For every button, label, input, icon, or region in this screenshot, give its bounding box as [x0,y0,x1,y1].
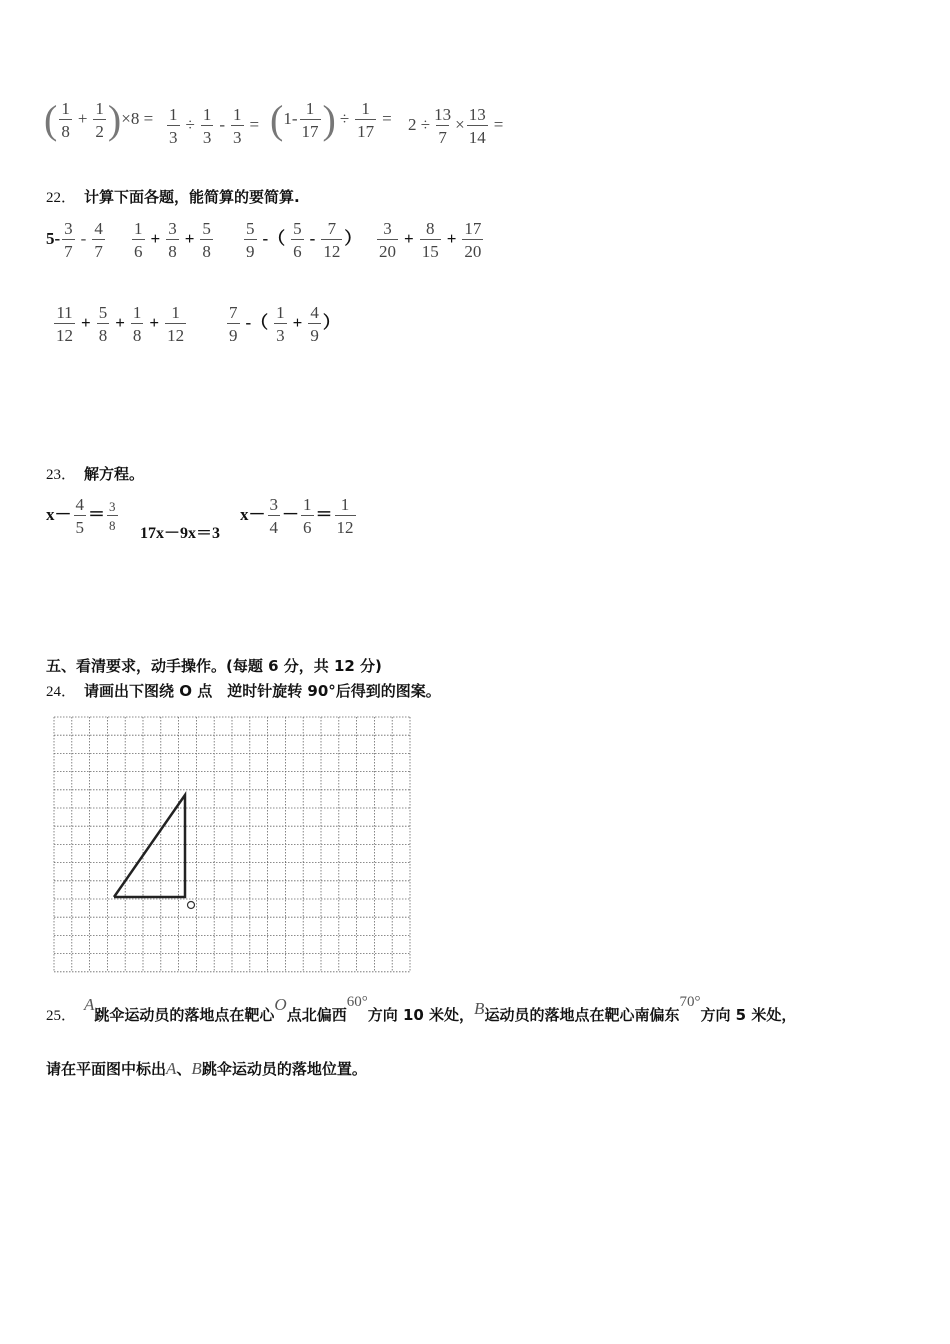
denominator: 12 [54,323,75,344]
label-a: A [84,995,95,1014]
numerator: 1 [340,495,350,514]
expr-row1-2 [165,106,263,146]
operator: + [446,228,457,248]
close-paren: ） [322,312,340,332]
denominator: 6 [301,515,314,536]
fraction [321,220,342,260]
denominator: 8 [166,239,179,260]
operator: + [149,312,160,332]
operator: = [249,114,260,134]
numerator: 3 [168,219,177,238]
denominator: 4 [268,515,281,536]
fraction [467,106,488,146]
fraction [227,304,240,344]
denominator: 3 [274,323,287,344]
denominator: 17 [300,119,321,140]
operator: ＝ [315,504,333,524]
fraction [301,496,314,536]
fraction [92,220,105,260]
denominator: 7 [92,239,105,260]
q23-equation-1 [46,496,120,536]
grid-lines [54,717,410,972]
fraction [355,100,376,140]
operator: -（ [245,312,269,332]
question-title: 解方程。 [84,465,145,483]
denominator: 5 [74,515,87,536]
numerator: 13 [468,105,486,124]
operator: - [219,114,226,134]
q22-expr-f [225,304,340,344]
denominator: 12 [165,323,186,344]
denominator: 20 [462,239,483,260]
q23-equation-2: 17x－9x＝3 [140,525,221,542]
denominator: 14 [467,125,488,146]
label-b: B [474,999,485,1018]
label-o: O [274,995,287,1014]
expr-head: 1- [283,108,298,128]
question-number: 25． [46,1008,77,1024]
triangle-shape [114,795,185,897]
question-title: 请画出下图绕 O 点 逆时针旋转 90°后得到的图案。 [84,682,441,700]
operator: + [115,312,125,332]
numerator: 13 [434,105,452,124]
numerator: 1 [276,303,285,322]
denominator: 7 [62,239,75,260]
operator: + [292,312,303,332]
fraction [377,220,398,260]
operator: - [309,228,316,248]
expr-row1-1 [44,97,154,142]
denominator: 3 [167,125,180,146]
question-number: 22． [46,190,77,206]
expr-tail: ×8 = [121,108,154,128]
fraction [244,220,257,260]
close-paren: ） [344,228,362,248]
fraction [97,304,110,344]
fraction [167,106,180,146]
denominator: 6 [132,239,145,260]
numerator: 1 [61,99,70,118]
numerator: 1 [134,219,143,238]
fraction [335,496,356,536]
expr-lead: x－ [240,504,266,524]
numerator: 3 [383,219,392,238]
numerator: 4 [94,219,103,238]
numerator: 3 [109,499,116,514]
expr-lead: 5- [46,228,61,248]
q22-expr-e [52,304,188,344]
denominator: 15 [420,239,441,260]
question-number: 23． [46,467,77,483]
fraction [291,220,304,260]
operator: + [184,228,195,248]
denominator: 12 [335,515,356,536]
numerator: 5 [202,219,211,238]
numerator: 5 [98,303,108,322]
operator: ÷ [339,108,350,128]
question-text: 方向 5 米处， [700,1006,797,1024]
question-title: 计算下面各题，能简算的要简算. [84,188,300,206]
operator: - [80,228,87,248]
numerator: 1 [233,105,242,124]
fraction [201,106,214,146]
right-paren: ) [107,97,122,142]
separator: 、 [176,1060,192,1078]
fraction [462,220,483,260]
rotation-grid-figure [52,715,416,975]
question-22-heading [46,186,300,207]
numerator: 5 [246,219,255,238]
denominator: 17 [355,119,376,140]
q22-expr-a [46,220,107,260]
operator: + [81,312,91,332]
numerator: 1 [132,303,142,322]
fraction [200,220,213,260]
fraction [107,500,118,532]
question-25-line-2 [46,1058,367,1079]
numerator: 11 [56,303,73,322]
fraction [131,304,144,344]
question-text: 运动员的落地点在靶心南偏东 [484,1006,680,1024]
denominator: 20 [377,239,398,260]
numerator: 7 [229,303,238,322]
fraction [59,100,72,140]
fraction [420,220,441,260]
denominator: 9 [308,323,321,344]
angle-70: 70° [679,994,701,1010]
operator: － [282,504,299,524]
numerator: 3 [269,495,278,514]
fraction [308,304,321,344]
label-b: B [191,1059,202,1078]
numerator: 5 [293,219,302,238]
q23-equation-3 [240,496,358,536]
expr-lead: x－ [46,504,72,524]
expr-head: 2 ÷ [408,114,431,134]
denominator: 7 [436,125,449,146]
denominator: 8 [131,323,144,344]
fraction [93,100,106,140]
operator: -（ [262,228,286,248]
fraction [166,220,179,260]
denominator: 8 [200,239,213,260]
question-25-line-1 [46,994,797,1025]
denominator: 8 [97,323,110,344]
label-a: A [166,1059,177,1078]
right-paren: ) [322,97,336,142]
fraction [132,220,145,260]
numerator: 3 [64,219,73,238]
rotation-point-o [188,902,195,909]
fraction [54,304,75,344]
numerator: 1 [202,105,212,124]
numerator: 4 [75,495,84,514]
denominator: 6 [291,239,304,260]
numerator: 4 [310,303,319,322]
numerator: 1 [303,495,312,514]
question-24-heading [46,680,441,701]
expr-row1-4 [408,106,507,146]
fraction [268,496,281,536]
denominator: 2 [93,119,106,140]
question-text: 点北偏西 [286,1006,347,1024]
operator: ÷ [185,114,195,134]
fraction [165,304,186,344]
denominator: 8 [59,119,72,140]
question-text: 跳伞运动员的落地点在靶心 [94,1006,275,1024]
fraction [432,106,453,146]
fraction [274,304,287,344]
denominator: 3 [231,125,244,146]
fraction [231,106,244,146]
numerator: 1 [171,303,180,322]
numerator: 7 [327,219,337,238]
q22-expr-c [242,220,361,260]
denominator: 9 [244,239,257,260]
question-number: 24． [46,684,77,700]
left-paren: ( [270,97,284,142]
question-text: 请在平面图中标出 [46,1060,167,1078]
question-23-heading [46,463,144,484]
numerator: 1 [305,99,315,118]
denominator: 8 [107,515,118,532]
section-5-title: 五、看清要求，动手操作。(每题 6 分，共 12 分) [46,657,382,675]
operator: + [150,228,161,248]
operator: ＝ [88,504,105,524]
numerator: 1 [361,99,370,118]
question-text: 跳伞运动员的落地位置。 [201,1060,367,1078]
operator: × [455,114,465,134]
operator: + [77,108,88,128]
q22-expr-d [375,220,485,260]
fraction [62,220,75,260]
numerator: 1 [169,105,178,124]
fraction [300,100,321,140]
denominator: 12 [321,239,342,260]
operator: = [493,114,504,134]
left-paren: ( [44,97,58,142]
expr-row1-3 [270,97,396,142]
q22-expr-b [130,220,215,260]
angle-60: 60° [346,994,368,1010]
operator: + [404,228,414,248]
numerator: 8 [425,219,435,238]
fraction [74,496,87,536]
operator: = [382,108,392,128]
numerator: 1 [95,99,104,118]
denominator: 9 [227,323,240,344]
numerator: 17 [464,219,482,238]
denominator: 3 [201,125,214,146]
question-text: 方向 10 米处， [367,1006,475,1024]
